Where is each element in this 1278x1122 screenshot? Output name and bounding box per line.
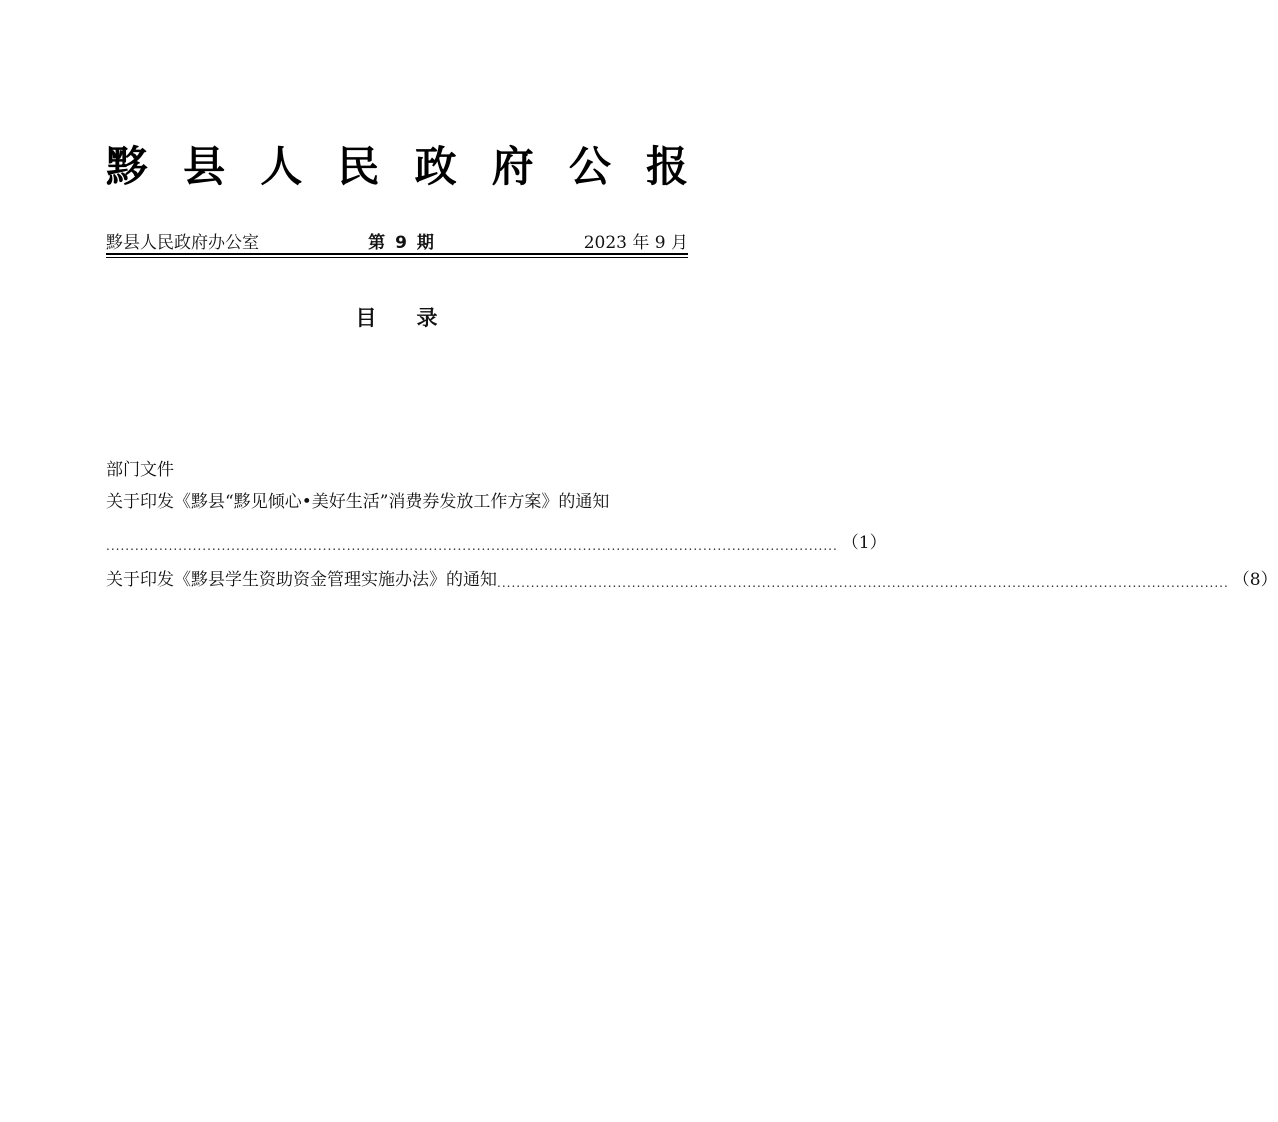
toc-entry-2[interactable] — [106, 567, 1278, 593]
toc-section-heading: 部门文件 — [106, 460, 174, 480]
issuing-office: 黟县人民政府办公室 — [106, 233, 259, 253]
toc-entry-title[interactable]: 关于印发《黟县“黟见倾心•美好生活”消费券发放工作方案》的通知 — [106, 492, 610, 512]
toc-entry-1-leader-row[interactable] — [106, 530, 887, 556]
masthead-char: 府 — [491, 142, 534, 191]
masthead-char: 民 — [337, 142, 380, 191]
issue-number: 第 9 期 — [368, 233, 434, 253]
masthead-char: 公 — [568, 142, 611, 191]
header-rule-thick — [106, 253, 688, 255]
masthead-char: 县 — [183, 142, 226, 191]
toc-title: 目录 — [355, 306, 478, 330]
dot-leader: ........................................................................................................................................................ — [497, 576, 1229, 590]
masthead-char: 报 — [645, 142, 688, 191]
masthead-char: 政 — [414, 142, 457, 191]
bulletin-masthead — [106, 140, 688, 194]
header-rule-thin — [106, 257, 688, 258]
toc-entry-title[interactable]: 关于印发《黟县学生资助资金管理实施办法》的通知 — [106, 570, 497, 590]
issue-date: 2023 年 9 月 — [583, 233, 688, 253]
dot-leader: ........................................................................................................................................................ — [106, 539, 838, 553]
masthead-char: 人 — [260, 142, 303, 191]
toc-entry-1-title[interactable] — [106, 489, 688, 515]
issue-info-row — [106, 228, 688, 254]
masthead-char: 黟 — [106, 142, 149, 191]
toc-entry-page[interactable]: （8） — [1232, 570, 1278, 590]
toc-entry-page[interactable]: （1） — [841, 533, 887, 553]
